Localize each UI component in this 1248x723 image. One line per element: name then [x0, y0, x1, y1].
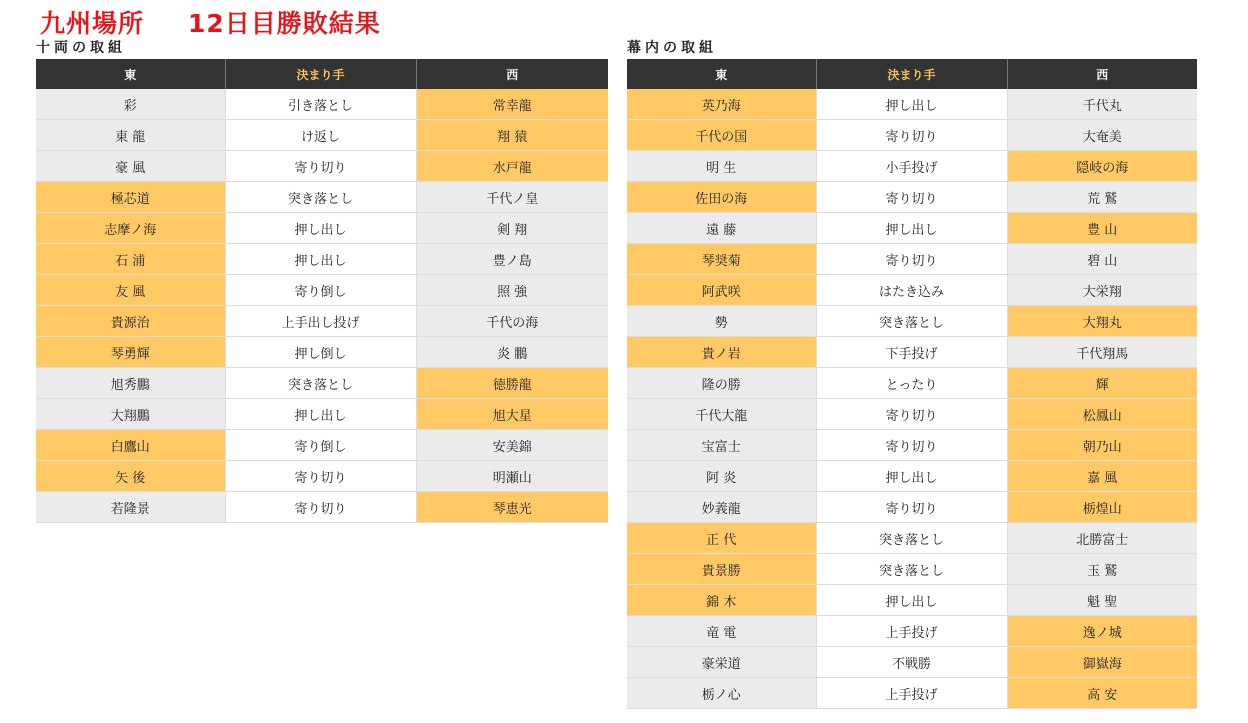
east-wrestler-cell: 石 浦	[36, 244, 225, 275]
page-title	[40, 4, 381, 40]
kimarite-cell: 寄り切り	[225, 492, 416, 523]
east-wrestler-cell: 隆の勝	[627, 368, 816, 399]
table-row	[36, 244, 608, 275]
west-wrestler-cell: 旭大星	[416, 399, 608, 430]
kimarite-cell: 寄り切り	[816, 120, 1007, 151]
west-wrestler-cell: 千代丸	[1007, 89, 1197, 120]
table-row	[36, 182, 608, 213]
east-wrestler-cell: 佐田の海	[627, 182, 816, 213]
west-wrestler-cell: 翔 猿	[416, 120, 608, 151]
west-wrestler-cell: 碧 山	[1007, 244, 1197, 275]
west-wrestler-cell: 剣 翔	[416, 213, 608, 244]
west-wrestler-cell: 徳勝龍	[416, 368, 608, 399]
table-row	[36, 89, 608, 120]
east-header: 東	[627, 59, 816, 89]
west-wrestler-cell: 大翔丸	[1007, 306, 1197, 337]
table-row	[627, 523, 1197, 554]
kimarite-cell: 突き落とし	[816, 523, 1007, 554]
east-wrestler-cell: 大翔鵬	[36, 399, 225, 430]
east-wrestler-cell: 豪栄道	[627, 647, 816, 678]
kimarite-cell: 押し出し	[225, 213, 416, 244]
east-wrestler-cell: 琴奨菊	[627, 244, 816, 275]
west-wrestler-cell: 玉 鷲	[1007, 554, 1197, 585]
east-wrestler-cell: 竜 電	[627, 616, 816, 647]
east-wrestler-cell: 勢	[627, 306, 816, 337]
west-wrestler-cell: 松鳳山	[1007, 399, 1197, 430]
east-wrestler-cell: 英乃海	[627, 89, 816, 120]
west-wrestler-cell: 豊ノ島	[416, 244, 608, 275]
east-wrestler-cell: 友 風	[36, 275, 225, 306]
kimarite-header: 決まり手	[816, 59, 1007, 89]
table-row	[627, 151, 1197, 182]
kimarite-cell: 寄り切り	[816, 399, 1007, 430]
west-wrestler-cell: 千代翔馬	[1007, 337, 1197, 368]
table-row	[627, 399, 1197, 430]
kimarite-cell: 不戦勝	[816, 647, 1007, 678]
kimarite-cell: 押し出し	[225, 244, 416, 275]
kimarite-cell: 下手投げ	[816, 337, 1007, 368]
east-wrestler-cell: 白鷹山	[36, 430, 225, 461]
table-row	[627, 616, 1197, 647]
kimarite-cell: 突き落とし	[816, 306, 1007, 337]
east-wrestler-cell: 矢 後	[36, 461, 225, 492]
west-wrestler-cell: 安美錦	[416, 430, 608, 461]
east-wrestler-cell: 阿武咲	[627, 275, 816, 306]
west-wrestler-cell: 炎 鵬	[416, 337, 608, 368]
table-row	[627, 461, 1197, 492]
kimarite-cell: とったり	[816, 368, 1007, 399]
kimarite-cell: 突き落とし	[225, 182, 416, 213]
east-wrestler-cell: 千代大龍	[627, 399, 816, 430]
kimarite-cell: 押し出し	[816, 213, 1007, 244]
west-wrestler-cell: 水戸龍	[416, 151, 608, 182]
east-header: 東	[36, 59, 225, 89]
table-row	[36, 213, 608, 244]
makuuchi-section	[627, 38, 1197, 709]
kimarite-header: 決まり手	[225, 59, 416, 89]
section-title: 幕内の取組	[627, 40, 717, 56]
west-wrestler-cell: 荒 鷲	[1007, 182, 1197, 213]
kimarite-cell: 引き落とし	[225, 89, 416, 120]
table-row	[627, 647, 1197, 678]
west-wrestler-cell: 照 強	[416, 275, 608, 306]
table-row	[627, 182, 1197, 213]
east-wrestler-cell: 豪 風	[36, 151, 225, 182]
west-wrestler-cell: 琴恵光	[416, 492, 608, 523]
table-row	[627, 368, 1197, 399]
east-wrestler-cell: 正 代	[627, 523, 816, 554]
east-wrestler-cell: 栃ノ心	[627, 678, 816, 709]
west-wrestler-cell: 高 安	[1007, 678, 1197, 709]
table-row	[36, 492, 608, 523]
table-row	[36, 275, 608, 306]
east-wrestler-cell: 錦 木	[627, 585, 816, 616]
kimarite-cell: 上手投げ	[816, 678, 1007, 709]
kimarite-cell: 押し倒し	[225, 337, 416, 368]
west-wrestler-cell: 常幸龍	[416, 89, 608, 120]
table-row	[627, 337, 1197, 368]
makuuchi-bouts-table	[627, 59, 1197, 709]
east-wrestler-cell: 志摩ノ海	[36, 213, 225, 244]
east-wrestler-cell: 琴勇輝	[36, 337, 225, 368]
west-wrestler-cell: 千代ノ皇	[416, 182, 608, 213]
west-header: 西	[416, 59, 608, 89]
east-wrestler-cell: 貴ノ岩	[627, 337, 816, 368]
table-row	[627, 275, 1197, 306]
table-row	[627, 585, 1197, 616]
kimarite-cell: 突き落とし	[225, 368, 416, 399]
west-wrestler-cell: 逸ノ城	[1007, 616, 1197, 647]
east-wrestler-cell: 極芯道	[36, 182, 225, 213]
west-wrestler-cell: 朝乃山	[1007, 430, 1197, 461]
table-row	[36, 151, 608, 182]
east-wrestler-cell: 明 生	[627, 151, 816, 182]
west-wrestler-cell: 千代の海	[416, 306, 608, 337]
table-row	[36, 430, 608, 461]
kimarite-cell: 上手出し投げ	[225, 306, 416, 337]
kimarite-cell: 寄り倒し	[225, 275, 416, 306]
kimarite-cell: 寄り切り	[225, 151, 416, 182]
east-wrestler-cell: 妙義龍	[627, 492, 816, 523]
tournament-name: 九州場所	[40, 9, 145, 38]
table-row	[627, 554, 1197, 585]
kimarite-cell: 寄り切り	[816, 492, 1007, 523]
table-row	[36, 461, 608, 492]
east-wrestler-cell: 彩	[36, 89, 225, 120]
kimarite-cell: 押し出し	[225, 399, 416, 430]
table-header-row	[36, 59, 608, 89]
table-row	[627, 430, 1197, 461]
kimarite-cell: 寄り倒し	[225, 430, 416, 461]
west-wrestler-cell: 大奄美	[1007, 120, 1197, 151]
table-row	[627, 306, 1197, 337]
table-row	[627, 120, 1197, 151]
west-wrestler-cell: 魁 聖	[1007, 585, 1197, 616]
juryo-section	[36, 38, 608, 523]
day-result-title: 12日目勝敗結果	[188, 9, 381, 38]
west-wrestler-cell: 大栄翔	[1007, 275, 1197, 306]
table-row	[36, 120, 608, 151]
east-wrestler-cell: 東 龍	[36, 120, 225, 151]
east-wrestler-cell: 旭秀鵬	[36, 368, 225, 399]
west-wrestler-cell: 御嶽海	[1007, 647, 1197, 678]
kimarite-cell: 突き落とし	[816, 554, 1007, 585]
west-wrestler-cell: 隠岐の海	[1007, 151, 1197, 182]
kimarite-cell: はたき込み	[816, 275, 1007, 306]
west-wrestler-cell: 豊 山	[1007, 213, 1197, 244]
kimarite-cell: 小手投げ	[816, 151, 1007, 182]
kimarite-cell: け返し	[225, 120, 416, 151]
table-header-row	[627, 59, 1197, 89]
kimarite-cell: 寄り切り	[225, 461, 416, 492]
section-title: 十両の取組	[36, 40, 126, 56]
table-row	[36, 399, 608, 430]
kimarite-cell: 押し出し	[816, 461, 1007, 492]
east-wrestler-cell: 千代の国	[627, 120, 816, 151]
kimarite-cell: 寄り切り	[816, 182, 1007, 213]
east-wrestler-cell: 貴源治	[36, 306, 225, 337]
east-wrestler-cell: 阿 炎	[627, 461, 816, 492]
east-wrestler-cell: 若隆景	[36, 492, 225, 523]
east-wrestler-cell: 貴景勝	[627, 554, 816, 585]
west-wrestler-cell: 栃煌山	[1007, 492, 1197, 523]
table-row	[36, 306, 608, 337]
table-row	[36, 368, 608, 399]
table-row	[627, 678, 1197, 709]
juryo-bouts-table	[36, 59, 608, 523]
table-row	[627, 89, 1197, 120]
kimarite-cell: 上手投げ	[816, 616, 1007, 647]
kimarite-cell: 寄り切り	[816, 430, 1007, 461]
table-row	[627, 244, 1197, 275]
west-header: 西	[1007, 59, 1197, 89]
west-wrestler-cell: 輝	[1007, 368, 1197, 399]
kimarite-cell: 押し出し	[816, 585, 1007, 616]
east-wrestler-cell: 宝富士	[627, 430, 816, 461]
west-wrestler-cell: 嘉 風	[1007, 461, 1197, 492]
west-wrestler-cell: 北勝富士	[1007, 523, 1197, 554]
table-row	[627, 492, 1197, 523]
table-row	[627, 213, 1197, 244]
kimarite-cell: 押し出し	[816, 89, 1007, 120]
kimarite-cell: 寄り切り	[816, 244, 1007, 275]
west-wrestler-cell: 明瀬山	[416, 461, 608, 492]
east-wrestler-cell: 遠 藤	[627, 213, 816, 244]
table-row	[36, 337, 608, 368]
